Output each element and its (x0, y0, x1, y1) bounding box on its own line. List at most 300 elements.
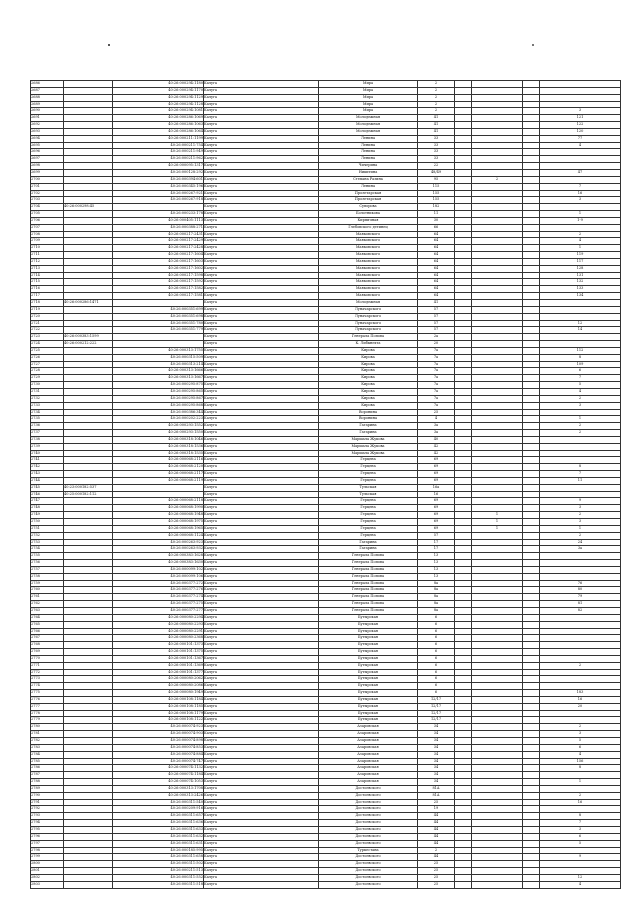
building-cell (455, 169, 472, 176)
extra-cell (523, 87, 540, 94)
building-cell (455, 621, 472, 628)
row-number: 2713 (31, 265, 64, 272)
extra-cell (523, 505, 540, 512)
street-cell: Пролетарская (319, 197, 418, 204)
building-cell (455, 464, 472, 471)
cadastral-number-premises: 40:26:000313:1708 (113, 785, 204, 792)
street-cell: Генерала Попова (319, 566, 418, 573)
table-row (31, 156, 621, 163)
extra-cell (523, 286, 540, 293)
street-cell: Кирова (319, 402, 418, 409)
city-cell: Калуга (204, 443, 319, 450)
extra-cell (523, 183, 540, 190)
row-number: 2691 (31, 115, 64, 122)
extra-cell (523, 738, 540, 745)
cadastral-number-land (64, 416, 113, 423)
extra-cell (523, 683, 540, 690)
flag-cell (472, 224, 523, 231)
street-cell: Воронина (319, 416, 418, 423)
apartment-cell: 7 (540, 471, 621, 478)
flag-cell (472, 430, 523, 437)
apartment-cell (540, 176, 621, 183)
cadastral-number-premises: 40:26:000202:223 (113, 416, 204, 423)
cadastral-number-premises: 40:26:000294:1081 (113, 108, 204, 115)
row-number: 2699 (31, 169, 64, 176)
cadastral-number-land (64, 450, 113, 457)
row-number: 2757 (31, 566, 64, 573)
apartment-cell (540, 300, 621, 307)
row-number: 2741 (31, 457, 64, 464)
cadastral-number-land (64, 156, 113, 163)
house-cell: 6 (418, 662, 455, 669)
building-cell (455, 546, 472, 553)
table-row (31, 861, 621, 868)
street-cell: Азаровская (319, 744, 418, 751)
row-number: 2736 (31, 423, 64, 430)
row-number: 2762 (31, 601, 64, 608)
building-cell (455, 601, 472, 608)
cadastral-number-premises: 40:26:000101:1375 (113, 649, 204, 656)
table-row (31, 744, 621, 751)
street-cell: Достоевского (319, 792, 418, 799)
street-cell: Кирова (319, 375, 418, 382)
table-row (31, 81, 621, 88)
city-cell: Калуга (204, 436, 319, 443)
table-row (31, 662, 621, 669)
house-cell: 34 (418, 724, 455, 731)
table-row (31, 772, 621, 779)
table-row (31, 868, 621, 875)
apartment-cell: 1 (540, 211, 621, 218)
row-number: 2739 (31, 443, 64, 450)
cadastral-number-land (64, 320, 113, 327)
table-row (31, 553, 621, 560)
building-cell (455, 881, 472, 888)
cadastral-number-land (64, 649, 113, 656)
street-cell: Достоевского (319, 854, 418, 861)
city-cell: Калуга (204, 772, 319, 779)
street-cell: Генерала Попова (319, 573, 418, 580)
flag-cell (472, 498, 523, 505)
city-cell: Калуга (204, 388, 319, 395)
house-cell: 6 (418, 628, 455, 635)
extra-cell (523, 840, 540, 847)
cadastral-number-land (64, 717, 113, 724)
flag-cell (472, 491, 523, 498)
city-cell: Калуга (204, 566, 319, 573)
table-row (31, 300, 621, 307)
flag-cell (472, 484, 523, 491)
house-cell: 2 (418, 101, 455, 108)
flag-cell (472, 847, 523, 854)
apartment-cell: 3 (540, 108, 621, 115)
extra-cell (523, 272, 540, 279)
street-cell: Маяковского (319, 231, 418, 238)
cadastral-number-land (64, 539, 113, 546)
street-cell: Кирова (319, 347, 418, 354)
extra-cell (523, 580, 540, 587)
cadastral-number-land (64, 375, 113, 382)
house-cell: 13 (418, 553, 455, 560)
city-cell: Калуга (204, 334, 319, 341)
extra-cell (523, 176, 540, 183)
flag-cell (472, 840, 523, 847)
apartment-cell: 4 (540, 142, 621, 149)
cadastral-number-premises: 40:26:000099:102 (113, 566, 204, 573)
flag-cell (472, 717, 523, 724)
row-number: 2696 (31, 149, 64, 156)
cadastral-number-land (64, 163, 113, 170)
house-cell: 34 (418, 765, 455, 772)
flag-cell (472, 874, 523, 881)
flag-cell (472, 423, 523, 430)
street-cell: Глебовского детинец (319, 224, 418, 231)
cadastral-number-land (64, 183, 113, 190)
street-cell: Молодежная (319, 300, 418, 307)
flag-cell (472, 190, 523, 197)
house-cell: 57 (418, 306, 455, 313)
table-row (31, 252, 621, 259)
house-cell: 8а (418, 587, 455, 594)
table-row (31, 566, 621, 573)
building-cell (455, 649, 472, 656)
cadastral-number-land (64, 779, 113, 786)
city-cell: Калуга (204, 820, 319, 827)
table-row (31, 594, 621, 601)
table-row (31, 457, 621, 464)
building-cell (455, 758, 472, 765)
row-number: 2707 (31, 224, 64, 231)
cadastral-number-land (64, 443, 113, 450)
house-cell: 64 (418, 265, 455, 272)
apartment-cell (540, 785, 621, 792)
cadastral-number-land (64, 286, 113, 293)
house-cell: 25 (418, 409, 455, 416)
building-cell (455, 300, 472, 307)
table-row (31, 217, 621, 224)
cadastral-number-premises: 40:26:000101:1369 (113, 662, 204, 669)
street-cell: Бутырская (319, 717, 418, 724)
cadastral-number-premises: 40:26:000405:1113 (113, 217, 204, 224)
house-cell: 34 (418, 738, 455, 745)
building-cell (455, 628, 472, 635)
flag-cell (472, 696, 523, 703)
row-number: 2766 (31, 628, 64, 635)
apartment-cell (540, 450, 621, 457)
row-number: 2716 (31, 286, 64, 293)
cadastral-number-premises: 40:26:000080:2291 (113, 628, 204, 635)
house-cell: 64 (418, 272, 455, 279)
cadastral-number-premises: 40:26:000286:1069 (113, 115, 204, 122)
city-cell: Калуга (204, 176, 319, 183)
apartment-cell: 3 (540, 505, 621, 512)
table-row (31, 532, 621, 539)
city-cell: Калуга (204, 840, 319, 847)
building-cell (455, 840, 472, 847)
street-cell: Бутырская (319, 628, 418, 635)
flag-cell (472, 265, 523, 272)
building-cell (455, 484, 472, 491)
city-cell: Калуга (204, 272, 319, 279)
city-cell: Калуга (204, 505, 319, 512)
cadastral-number-premises (113, 484, 204, 491)
street-cell: Маршала Жукова (319, 443, 418, 450)
table-row (31, 676, 621, 683)
table-row (31, 327, 621, 334)
apartment-cell: 1 (540, 525, 621, 532)
house-cell: 3а (418, 423, 455, 430)
apartment-cell (540, 443, 621, 450)
building-cell (455, 286, 472, 293)
city-cell: Калуга (204, 135, 319, 142)
extra-cell (523, 601, 540, 608)
house-cell: 22 (418, 163, 455, 170)
street-cell: Достоевского (319, 820, 418, 827)
table-row (31, 224, 621, 231)
table-row (31, 204, 621, 211)
cadastral-number-land (64, 861, 113, 868)
table-row (31, 313, 621, 320)
cadastral-number-land (64, 409, 113, 416)
building-cell (455, 430, 472, 437)
flag-cell (472, 368, 523, 375)
row-number: 2751 (31, 525, 64, 532)
street-cell: Маршала Жукова (319, 450, 418, 457)
house-cell: 2 (418, 108, 455, 115)
street-cell: Достоевского (319, 861, 418, 868)
row-number: 2731 (31, 388, 64, 395)
city-cell: Калуга (204, 217, 319, 224)
house-cell: 182 (418, 204, 455, 211)
house-cell: 155 (418, 190, 455, 197)
street-cell: Тульская (319, 484, 418, 491)
house-cell: 42 (418, 443, 455, 450)
flag-cell (472, 94, 523, 101)
apartment-cell: 109 (540, 361, 621, 368)
flag-cell (472, 738, 523, 745)
cadastral-number-premises: 40:26:000080:2293 (113, 621, 204, 628)
apartment-cell (540, 649, 621, 656)
house-cell: 16 (418, 491, 455, 498)
house-cell: 25 (418, 868, 455, 875)
apartment-cell: 1 (540, 416, 621, 423)
street-cell: Мира (319, 108, 418, 115)
building-cell (455, 409, 472, 416)
table-row (31, 265, 621, 272)
row-number: 2695 (31, 142, 64, 149)
table-row (31, 135, 621, 142)
building-cell (455, 320, 472, 327)
building-cell (455, 163, 472, 170)
apartment-cell (540, 676, 621, 683)
extra-cell (523, 854, 540, 861)
extra-cell (523, 265, 540, 272)
flag-cell (472, 149, 523, 156)
city-cell: Калуга (204, 635, 319, 642)
cadastral-number-premises (113, 300, 204, 307)
cadastral-number-land (64, 402, 113, 409)
building-cell (455, 334, 472, 341)
row-number: 2708 (31, 231, 64, 238)
cadastral-number-land (64, 505, 113, 512)
building-cell (455, 607, 472, 614)
cadastral-number-land (64, 833, 113, 840)
cadastral-number-land (64, 560, 113, 567)
apartment-cell (540, 436, 621, 443)
extra-cell (523, 457, 540, 464)
extra-cell (523, 696, 540, 703)
building-cell (455, 416, 472, 423)
scan-speck (108, 44, 110, 46)
city-cell: Калуга (204, 361, 319, 368)
flag-cell (472, 607, 523, 614)
row-number: 2796 (31, 833, 64, 840)
row-number: 2718 (31, 300, 64, 307)
cadastral-number-land (64, 874, 113, 881)
row-number: 2760 (31, 587, 64, 594)
building-cell (455, 245, 472, 252)
street-cell: Азаровская (319, 758, 418, 765)
apartment-cell: 16 (540, 799, 621, 806)
cadastral-number-land (64, 238, 113, 245)
street-cell: Герцена (319, 512, 418, 519)
city-cell: Калуга (204, 587, 319, 594)
table-row (31, 546, 621, 553)
building-cell (455, 505, 472, 512)
cadastral-number-premises: 40:26:000211:513 (113, 868, 204, 875)
city-cell: Калуга (204, 128, 319, 135)
street-cell: Генерала Попова (319, 560, 418, 567)
cadastral-number-land (64, 368, 113, 375)
row-number: 2767 (31, 635, 64, 642)
city-cell: Калуга (204, 245, 319, 252)
extra-cell (523, 779, 540, 786)
house-cell: 69 (418, 464, 455, 471)
extra-cell (523, 402, 540, 409)
cadastral-number-premises: 40:26:000294:1180 (113, 81, 204, 88)
street-cell: Герцена (319, 519, 418, 526)
cadastral-number-premises: 40:26:000074:923 (113, 724, 204, 731)
table-row (31, 484, 621, 491)
house-cell: 44 (418, 813, 455, 820)
cadastral-number-premises: 40:26:000068:2119 (113, 477, 204, 484)
table-row (31, 347, 621, 354)
table-row (31, 211, 621, 218)
cadastral-number-premises: 40:26:000295:875 (113, 382, 204, 389)
building-cell (455, 861, 472, 868)
table-row (31, 696, 621, 703)
apartment-cell: 121 (540, 115, 621, 122)
flag-cell (472, 354, 523, 361)
city-cell: Калуга (204, 594, 319, 601)
flag-cell (472, 649, 523, 656)
extra-cell (523, 464, 540, 471)
building-cell (455, 341, 472, 348)
cadastral-number-premises: 40:26:000217:1581 (113, 293, 204, 300)
apartment-cell (540, 553, 621, 560)
street-cell: Достоевского (319, 826, 418, 833)
street-cell: Суворова (319, 204, 418, 211)
cadastral-number-premises: 40:26:000185:995 (113, 847, 204, 854)
table-row (31, 840, 621, 847)
cadastral-number-premises: 40:26:000267:921 (113, 190, 204, 197)
extra-cell (523, 614, 540, 621)
apartment-cell: 128 (540, 265, 621, 272)
row-number: 2710 (31, 245, 64, 252)
flag-cell (472, 676, 523, 683)
flag-cell (472, 765, 523, 772)
city-cell: Калуга (204, 156, 319, 163)
building-cell (455, 217, 472, 224)
city-cell: Калуга (204, 669, 319, 676)
street-cell: Герцена (319, 505, 418, 512)
house-cell: 41 (418, 300, 455, 307)
city-cell: Калуга (204, 258, 319, 265)
city-cell: Калуга (204, 211, 319, 218)
flag-cell (472, 142, 523, 149)
house-cell: 2 (418, 847, 455, 854)
extra-cell (523, 642, 540, 649)
building-cell (455, 662, 472, 669)
extra-cell (523, 388, 540, 395)
city-cell: Калуга (204, 710, 319, 717)
cadastral-number-land (64, 327, 113, 334)
apartment-cell: 2 (540, 430, 621, 437)
extra-cell (523, 334, 540, 341)
building-cell (455, 443, 472, 450)
cadastral-number-premises: 40:26:000074:1184 (113, 772, 204, 779)
house-cell: 33 (418, 156, 455, 163)
house-cell: 6 (418, 676, 455, 683)
flag-cell (472, 628, 523, 635)
flag-cell: 1 (472, 512, 523, 519)
apartment-cell: 1-9 (540, 217, 621, 224)
flag-cell (472, 744, 523, 751)
cadastral-number-premises: 40:26:000311:502 (113, 861, 204, 868)
row-number: 2717 (31, 293, 64, 300)
house-cell: 3а (418, 430, 455, 437)
house-cell: 4 (418, 416, 455, 423)
table-row (31, 635, 621, 642)
row-number: 2712 (31, 258, 64, 265)
extra-cell (523, 532, 540, 539)
extra-cell (523, 861, 540, 868)
row-number: 2687 (31, 87, 64, 94)
table-row (31, 710, 621, 717)
cadastral-number-premises: 40:26:000108:1185 (113, 703, 204, 710)
cadastral-number-land (64, 792, 113, 799)
apartment-cell: 2 (540, 423, 621, 430)
row-number: 2768 (31, 642, 64, 649)
row-number: 2774 (31, 683, 64, 690)
building-cell (455, 108, 472, 115)
extra-cell (523, 703, 540, 710)
house-cell: 44 (418, 826, 455, 833)
street-cell: Достоевского (319, 806, 418, 813)
table-row (31, 498, 621, 505)
extra-cell (523, 731, 540, 738)
building-cell (455, 313, 472, 320)
cadastral-number-premises (113, 204, 204, 211)
apartment-cell (540, 341, 621, 348)
row-number: 2702 (31, 190, 64, 197)
cadastral-number-premises: 40:26:000068:2117 (113, 471, 204, 478)
apartment-cell: 80 (540, 587, 621, 594)
city-cell: Калуга (204, 512, 319, 519)
extra-cell (523, 142, 540, 149)
building-cell (455, 81, 472, 88)
apartment-cell: 16 (540, 696, 621, 703)
